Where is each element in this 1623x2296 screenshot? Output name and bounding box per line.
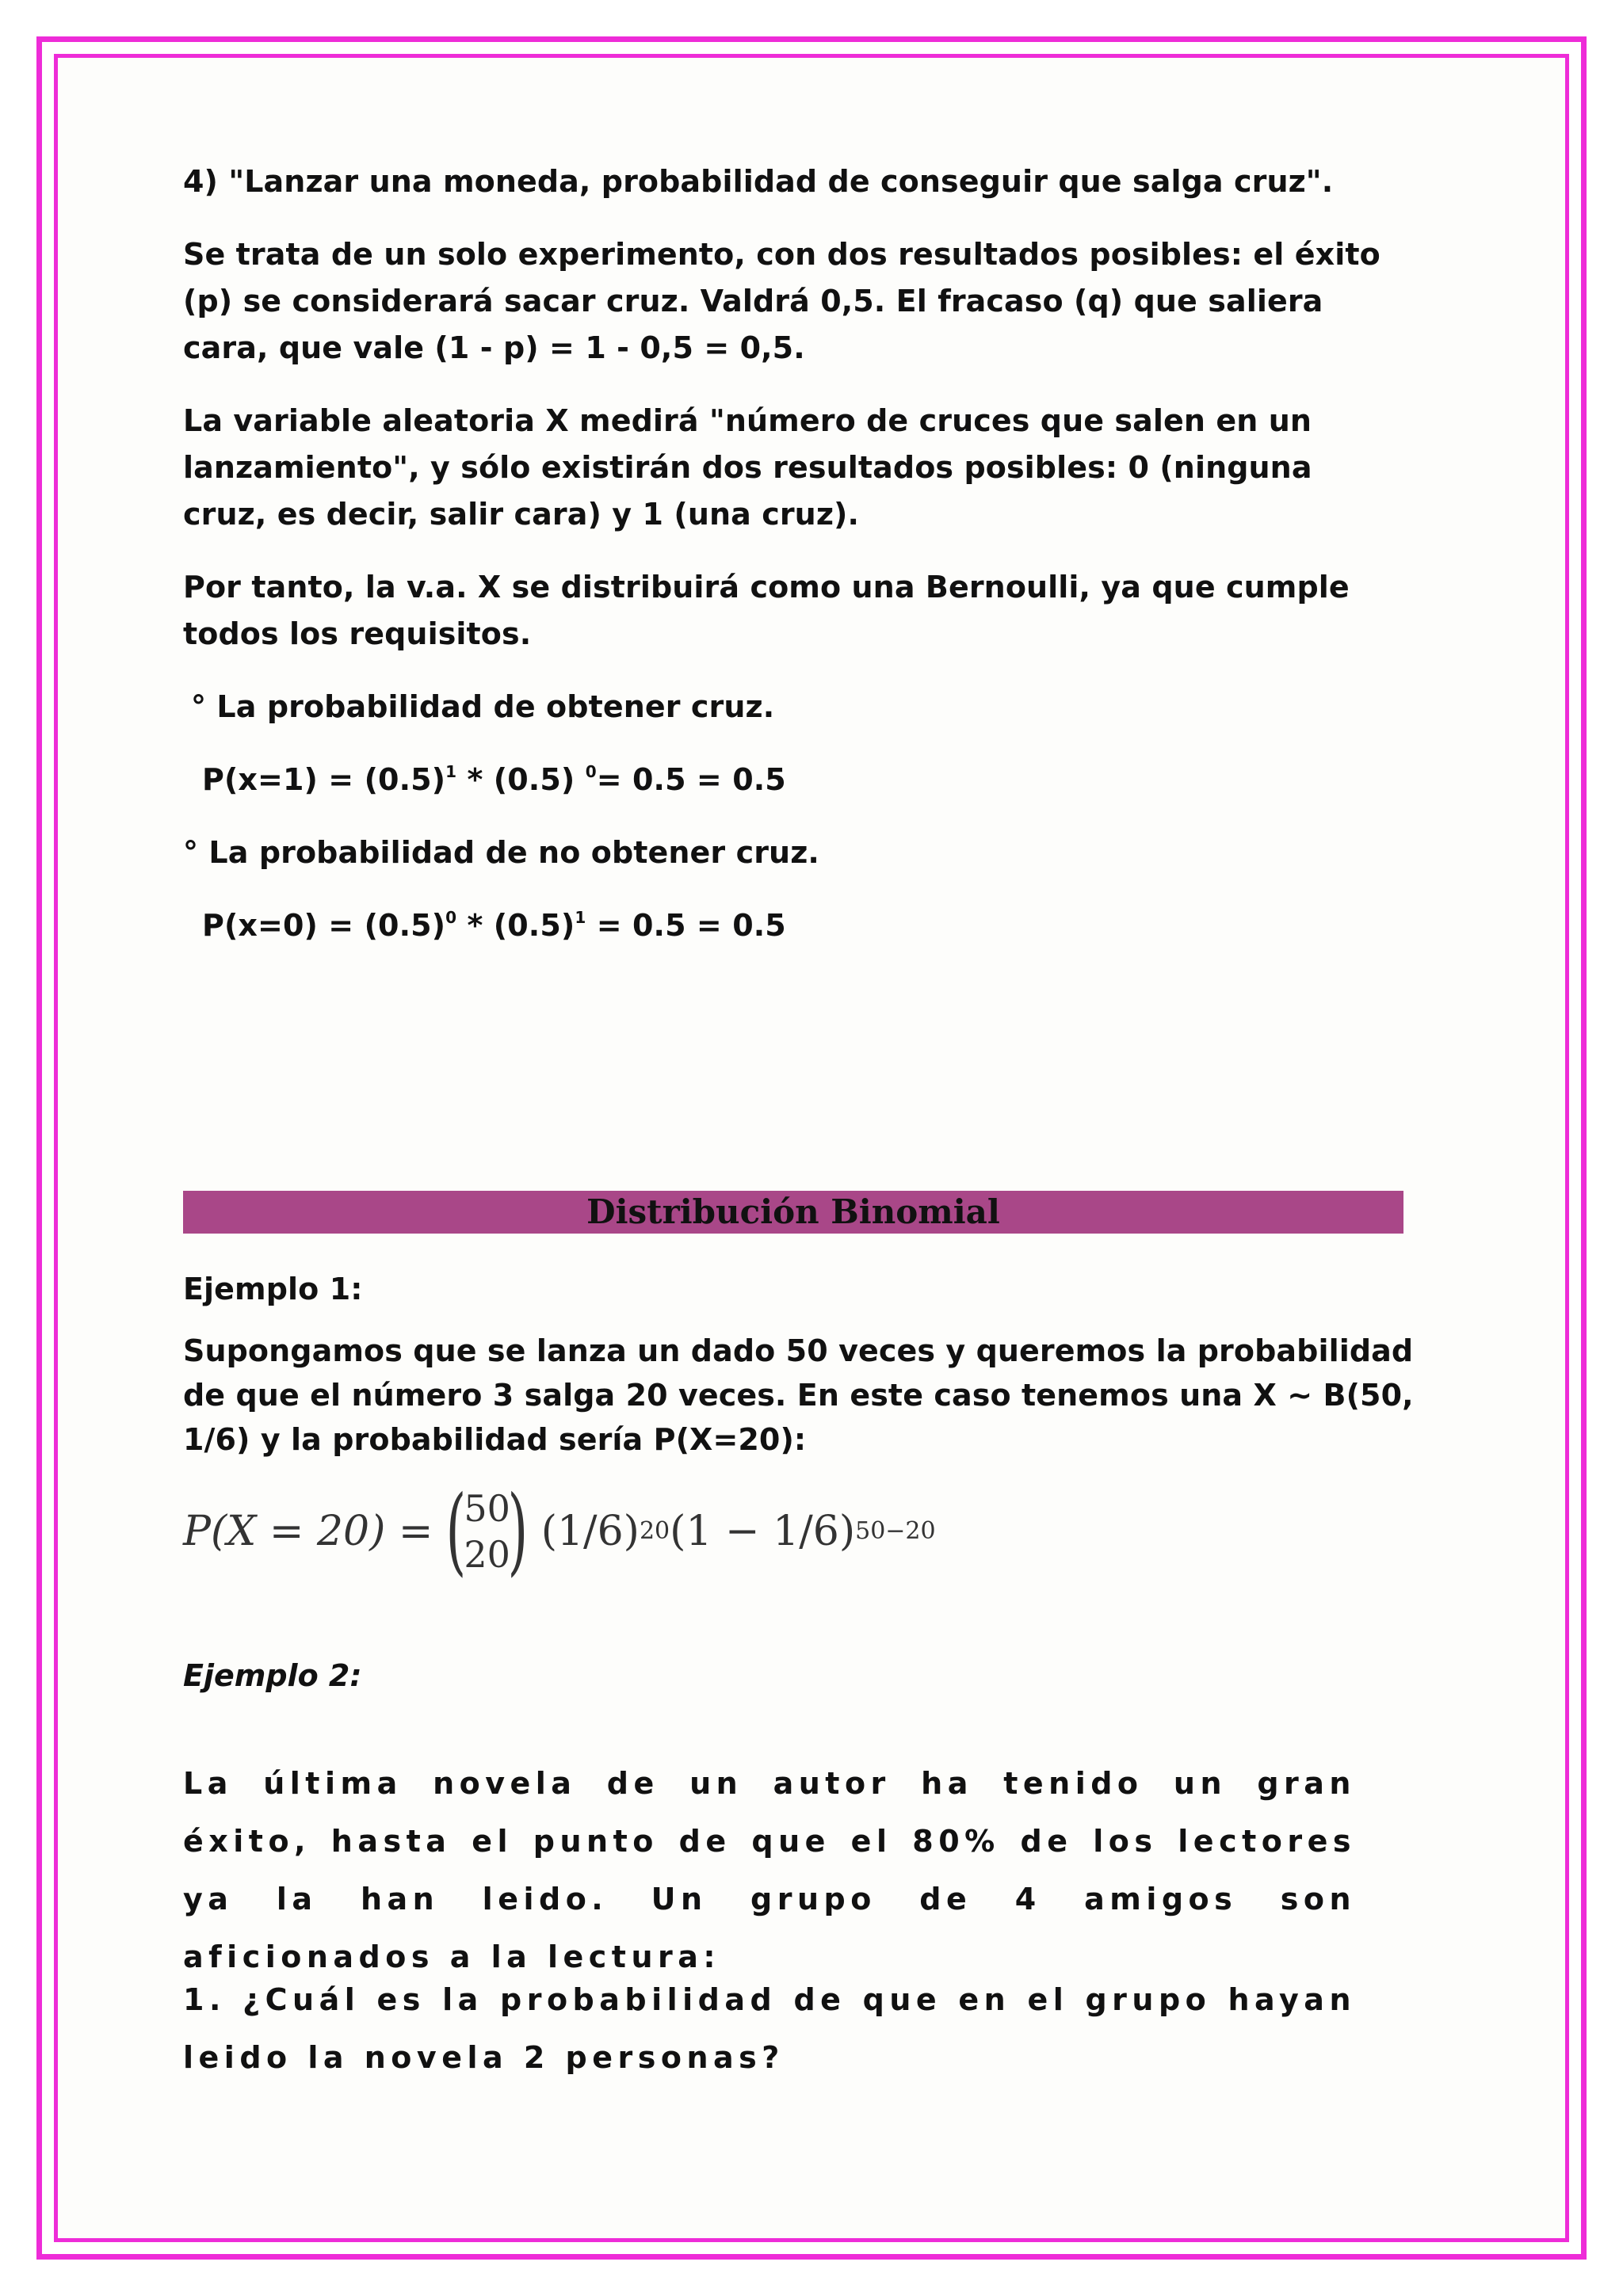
paragraph-random-variable: La variable aleatoria X medirá "número de cruces que salen en un lanzamiento", y sólo existirán dos resultados posibles: 0 (ninguna cruz, es decir, salir cara) y 1 (una cruz).	[183, 403, 1312, 532]
formula-factor2: (1 − 1/6)	[670, 1508, 856, 1555]
eq2-rhs: = 0.5 = 0.5	[586, 908, 786, 943]
binomial-stack	[464, 1486, 510, 1577]
formula-lhs: P(X = 20) =	[183, 1508, 433, 1555]
banner-title: Distribución Binomial	[586, 1192, 1000, 1231]
example-2-label: Ejemplo 2:	[183, 1658, 362, 1693]
eq2-exp1: 0	[445, 908, 457, 927]
eq2-exp2: 1	[575, 908, 586, 927]
paragraph-experiment: Se trata de un solo experimento, con dos resultados posibles: el éxito (p) se considerará sacar cruz. Valdrá 0,5. El fracaso (q) que saliera cara, que vale (1 - p) = 1 - 0,5 = 0,5.	[183, 237, 1381, 365]
binomial-section	[183, 1266, 1419, 1478]
example-1-label: Ejemplo 1:	[183, 1272, 363, 1306]
right-paren: )	[507, 1476, 529, 1586]
eq2-mid: * (0.5)	[456, 908, 575, 943]
binomial-coefficient	[437, 1476, 536, 1586]
bullet-prob-cross: ° La probabilidad de obtener cruz.	[191, 689, 775, 724]
bullet-prob-no-cross: ° La probabilidad de no obtener cruz.	[183, 835, 819, 870]
section-banner	[183, 1191, 1403, 1234]
binom-top: 50	[464, 1487, 510, 1530]
eq2-lhs: P(x=0) = (0.5)	[202, 908, 446, 943]
question-1: 1. ¿Cuál es la probabilidad de que en el grupo hayan leido la novela 2 personas?	[183, 1982, 1356, 2075]
left-paren: (	[446, 1476, 467, 1586]
binom-bottom: 20	[464, 1533, 510, 1576]
equation-p-x-0	[183, 902, 1403, 949]
bernoulli-section	[183, 158, 1403, 975]
eq1-rhs: = 0.5 = 0.5	[596, 762, 786, 797]
eq1-exp2: 0	[585, 762, 597, 781]
eq1-mid: * (0.5)	[456, 762, 586, 797]
binomial-formula: P(X = 20) = ( 50 20 ) (1/6) 20 (1 − 1/6) 50−20	[183, 1476, 936, 1586]
eq1-lhs: P(x=1) = (0.5)	[202, 762, 446, 797]
example-4-title: 4) "Lanzar una moneda, probabilidad de conseguir que salga cruz".	[183, 164, 1334, 199]
paragraph-bernoulli: Por tanto, la v.a. X se distribuirá como una Bernoulli, ya que cumple todos los requisitos.	[183, 570, 1350, 651]
example-2-text: La última novela de un autor ha tenido un gran éxito, hasta el punto de que el 80% de los lectores ya la han leido. Un grupo de 4 amigos son aficionados a la lectura:	[183, 1766, 1356, 1974]
eq1-exp1: 1	[445, 762, 457, 781]
formula-factor1: (1/6)	[540, 1508, 640, 1555]
example-1-text: Supongamos que se lanza un dado 50 veces y queremos la probabilidad de que el número 3 salga 20 veces. En este caso tenemos una X ~ B(50, 1/6) y la probabilidad sería P(X=20):	[183, 1333, 1414, 1457]
equation-p-x-1	[183, 757, 1403, 803]
